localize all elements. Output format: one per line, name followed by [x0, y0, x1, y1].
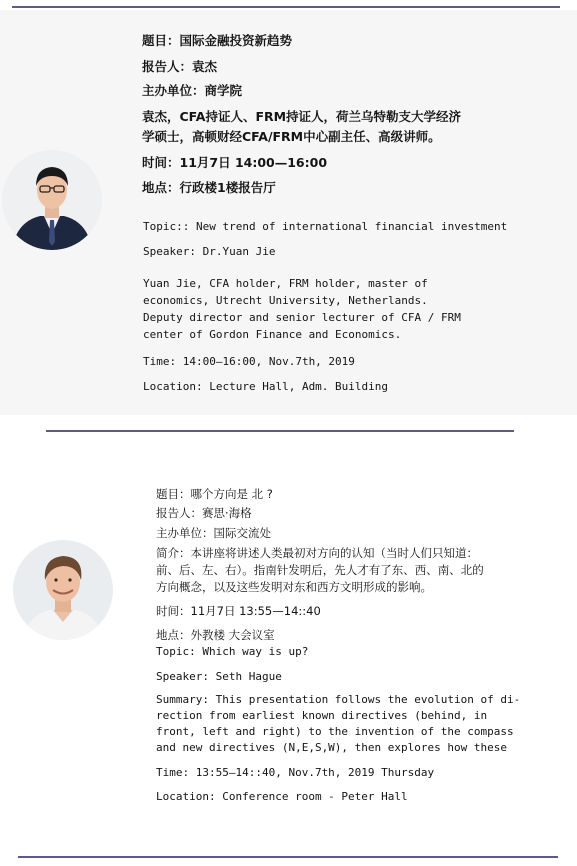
summary-line: 方向概念，以及这些发明对东和西方文明形成的影响。 — [156, 580, 432, 594]
summary-line: rection from earliest known directives (behind, in — [156, 709, 488, 722]
talk2-title-cn: 题目：哪个方向是 北 ? — [156, 487, 273, 501]
talk1-location-en: Location: Lecture Hall, Adm. Building — [143, 380, 389, 393]
summary-line: 前、后、左、右）。指南针发明后，先人才有了东、西、南、北的 — [156, 563, 484, 577]
talk1-bio-cn — [142, 107, 461, 147]
summary-line: Summary: This presentation follows the evolution of di- — [156, 693, 521, 706]
talk1-topic-en: Topic:: New trend of international financial investment — [143, 220, 508, 233]
talk1-place-cn: 地点：行政楼1楼报告厅 — [142, 180, 276, 195]
talk2-speaker-en: Speaker: Seth Hague — [156, 670, 282, 683]
talk1-speaker-en: Speaker: Dr.Yuan Jie — [143, 245, 276, 258]
talk1-bio-en — [143, 275, 461, 343]
talk2-time-cn: 时间：11月7日 13:55—14::40 — [156, 604, 321, 618]
summary-line: 简介：本讲座将讲述人类最初对方向的认知（当时人们只知道： — [156, 546, 478, 560]
talk2-location-en: Location: Conference room - Peter Hall — [156, 790, 408, 803]
speaker-photo-yuan-jie — [2, 150, 102, 250]
talk1-speaker-cn: 报告人：袁杰 — [142, 59, 218, 74]
talk1-host-cn: 主办单位：商学院 — [142, 83, 243, 98]
talk1-time-cn: 时间：11月7日 14:00—16:00 — [142, 155, 328, 170]
bio-line: economics, Utrecht University, Netherlands. — [143, 294, 428, 307]
bio-line: center of Gordon Finance and Economics. — [143, 328, 402, 341]
talk2-summary-cn — [156, 545, 484, 596]
talk2-speaker-cn: 报告人：赛思·海格 — [156, 506, 252, 520]
middle-divider — [46, 430, 514, 432]
talk1-time-en: Time: 14:00—16:00, Nov.7th, 2019 — [143, 355, 355, 368]
talk1-title-cn: 题目：国际金融投资新趋势 — [142, 33, 293, 48]
speaker-photo-seth-hague — [13, 540, 113, 640]
summary-line: front, left and right) to the invention of the compass — [156, 725, 514, 738]
talk2-time-en: Time: 13:55—14::40, Nov.7th, 2019 Thursday — [156, 766, 435, 779]
bottom-divider — [18, 856, 558, 858]
top-divider — [12, 6, 560, 8]
bio-line: 学硕士，高顿财经CFA/FRM中心副主任、高级讲师。 — [142, 129, 441, 144]
talk2-topic-en: Topic: Which way is up? — [156, 645, 309, 658]
talk2-host-cn: 主办单位：国际交流处 — [156, 526, 271, 540]
bio-line: Deputy director and senior lecturer of CFA / FRM — [143, 311, 461, 324]
talk2-place-cn: 地点：外教楼 大会议室 — [156, 628, 275, 642]
talk2-summary-en — [156, 692, 520, 756]
bio-line: 袁杰，CFA持证人、FRM持证人，荷兰乌特勒支大学经济 — [142, 109, 462, 124]
summary-line: and new directives (N,E,S,W), then explores how these — [156, 741, 507, 754]
bio-line: Yuan Jie, CFA holder, FRM holder, master of — [143, 277, 428, 290]
